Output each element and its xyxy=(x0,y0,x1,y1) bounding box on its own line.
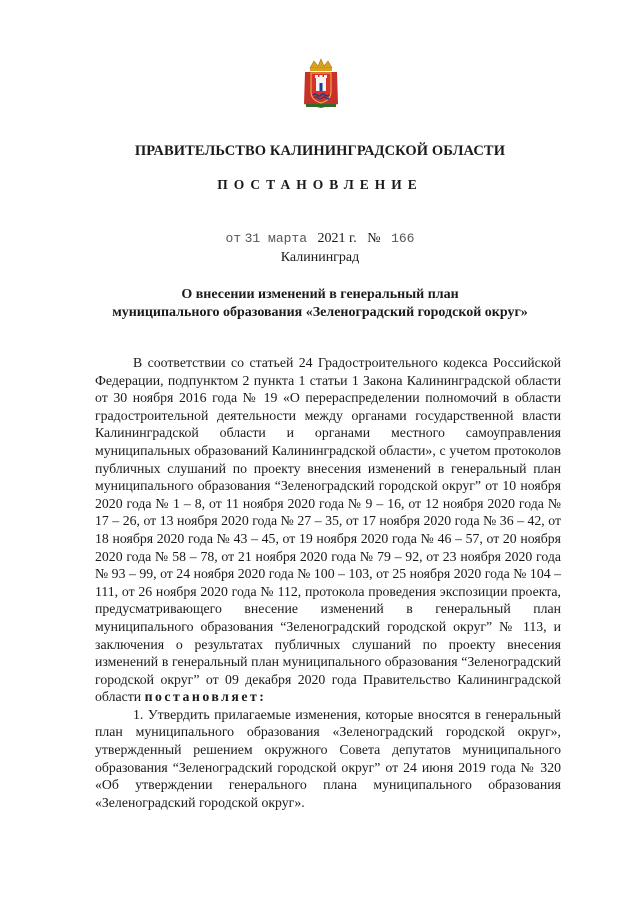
date-day-month: 31 марта xyxy=(244,231,308,246)
subject-line-2: муниципального образования «Зеленоградский городской округ» xyxy=(112,305,528,320)
date-prefix: от xyxy=(225,231,242,246)
document-type-title: ПОСТАНОВЛЕНИЕ xyxy=(217,177,423,192)
document-number: 166 xyxy=(391,231,415,246)
subject-line-1: О внесении изменений в генеральный план xyxy=(181,287,459,302)
date-year: 2021 г. xyxy=(317,231,357,246)
date-line xyxy=(0,231,640,247)
resolves-word: постановляет: xyxy=(144,689,267,705)
coat-of-arms-icon xyxy=(302,58,340,110)
body-paragraph-1 xyxy=(95,354,561,706)
document-body xyxy=(95,354,561,811)
body-paragraph-2: 1. Утвердить прилагаемые изменения, которые вносятся в генеральный план муниципального образования «Зеленоградский городской округ», утвержденный решением окружного Совета депутатов муниципального образования “Зеленоградский городской округ” от 24 июня 2019 года № 320 «Об утверждении генерального плана муниципального образования «Зеленоградский городской округ». xyxy=(95,706,561,810)
body-paragraph-1-text: В соответствии со статьей 24 Градостроительного кодекса Российской Федерации, подпунктом 2 пункта 1 статьи 1 Закона Калининградской области от 30 ноября 2016 года № 19 «О перераспределении полномочий в области градостроительной деятельности между органами государственной власти Калининградской области и органами местного самоуправления муниципальных образований Калининградской области», с учетом протоколов публичных слушаний по проекту внесения изменений в генеральный план муниципального образования “Зеленоградский городской округ” от 10 ноября 2020 года № 1 – 8, от 11 ноября 2020 года № 9 – 16, от 12 ноября 2020 года № 17 – 26, от 13 ноября 2020 года № 27 – 35, от 17 ноября 2020 года № 36 – 42, от 18 ноября 2020 года № 43 – 45, от 19 ноября 2020 года № 46 – 57, от 20 ноября 2020 года № 58 – 78, от 21 ноября 2020 года № 79 – 92, от 23 ноября 2020 года № 93 – 99, от 24 ноября 2020 года № 100 – 103, от 25 ноября 2020 года № 104 – 111, от 26 ноября 2020 года № 112, протокола проведения экспозиции проекта, предусматривающего внесение изменений в генеральный план муниципального образования “Зеленоградский городской округ” № 113, и заключения о результатах публичных слушаний по проекту внесения изменений в генеральный план муниципального образования “Зеленоградский городской округ” от 09 декабря 2020 года Правительство Калининградской области xyxy=(95,355,561,705)
document-subject xyxy=(90,286,550,322)
government-title: ПРАВИТЕЛЬСТВО КАЛИНИНГРАДСКОЙ ОБЛАСТИ xyxy=(134,143,506,159)
number-sign: № xyxy=(367,231,381,246)
city-name: Калининград xyxy=(280,250,360,265)
